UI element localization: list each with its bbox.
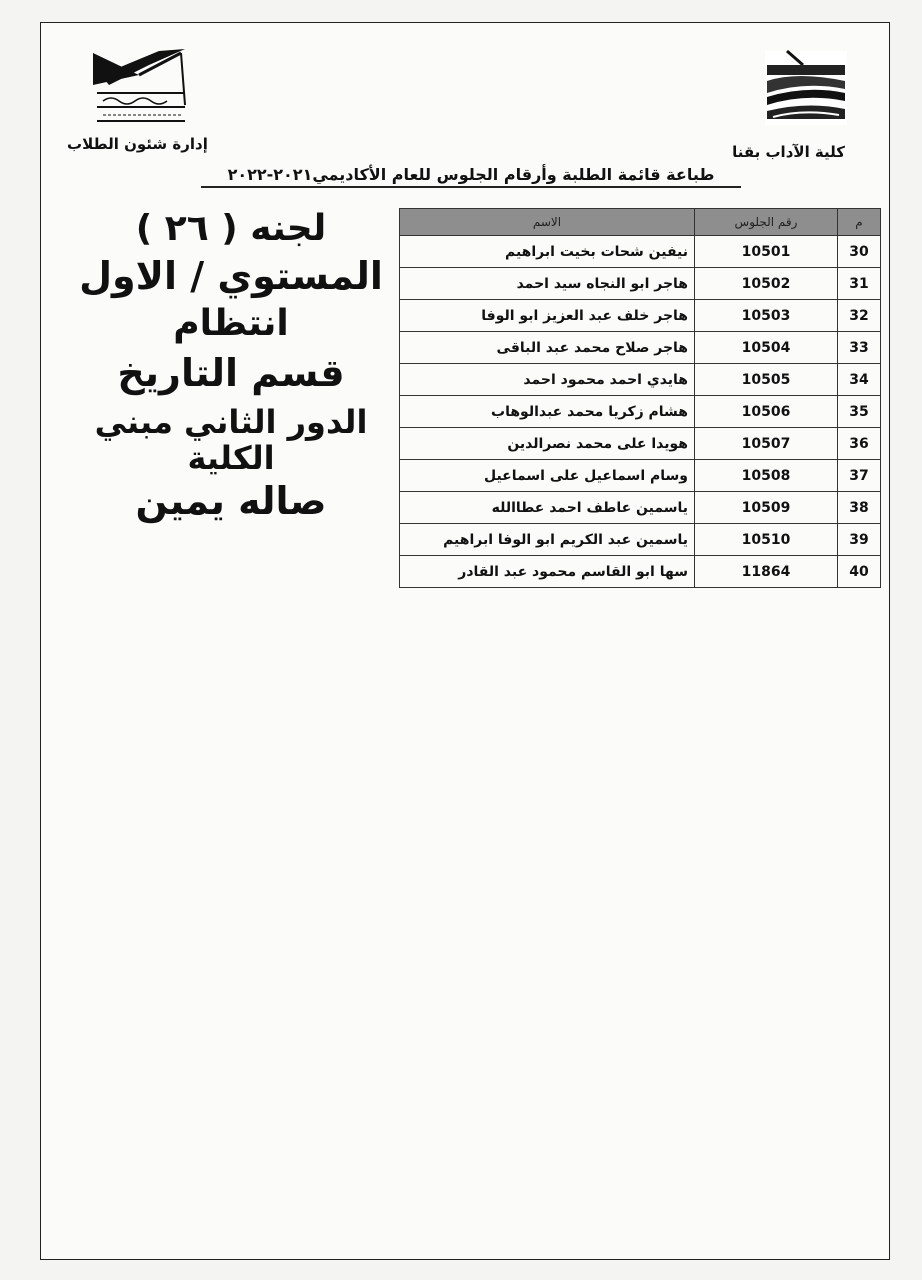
row-seat: 10505 [695,364,838,396]
faculty-logo-icon [763,47,849,129]
hall-label: صاله يمين [135,479,327,524]
row-num: 37 [838,460,881,492]
row-num: 35 [838,396,881,428]
table-row [400,556,881,588]
row-num: 32 [838,300,881,332]
row-seat: 11864 [695,556,838,588]
row-seat: 10507 [695,428,838,460]
table-row [400,332,881,364]
table-row [400,396,881,428]
row-num: 33 [838,332,881,364]
table-row [400,428,881,460]
row-name: وسام اسماعيل على اسماعيل [400,460,695,492]
university-logo-icon [89,45,189,131]
row-name: هاجر صلاح محمد عبد الباقى [400,332,695,364]
row-num: 36 [838,428,881,460]
header-seat: رقم الجلوس [695,209,838,236]
row-num: 39 [838,524,881,556]
table-row [400,236,881,268]
row-seat: 10503 [695,300,838,332]
row-num: 30 [838,236,881,268]
table-row [400,300,881,332]
level-label: المستوي / الاول [79,254,383,299]
row-seat: 10502 [695,268,838,300]
header-name: الاسم [400,209,695,236]
row-seat: 10510 [695,524,838,556]
committee-number: لجنه ( ٢٦ ) [135,208,327,249]
row-name: هويدا على محمد نصرالدين [400,428,695,460]
document-title: طباعة قائمة الطلبة وأرقام الجلوس للعام الأكاديمي٢٠٢١-٢٠٢٢ [201,165,741,188]
row-name: نيفين شحات بخيت ابراهيم [400,236,695,268]
row-name: هشام زكريا محمد عبدالوهاب [400,396,695,428]
row-seat: 10501 [695,236,838,268]
table-row [400,268,881,300]
row-num: 31 [838,268,881,300]
row-name: هايدي احمد محمود احمد [400,364,695,396]
row-seat: 10506 [695,396,838,428]
row-name: ياسمين عبد الكريم ابو الوفا ابراهيم [400,524,695,556]
table-row [400,524,881,556]
row-num: 38 [838,492,881,524]
department-label: قسم التاريخ [117,351,345,396]
row-seat: 10509 [695,492,838,524]
row-name: هاجر ابو النجاه سيد احمد [400,268,695,300]
row-name: ياسمين عاطف احمد عطاالله [400,492,695,524]
table-row [400,364,881,396]
document-page [40,22,890,1260]
row-num: 40 [838,556,881,588]
study-type-label: انتظام [173,302,289,344]
row-seat: 10508 [695,460,838,492]
students-table [399,208,881,588]
faculty-name: كلية الآداب بقنا [732,143,845,161]
header-num: م [838,209,881,236]
table-row [400,492,881,524]
table-header-row [400,209,881,236]
floor-label: الدور الثاني مبني الكلية [94,402,368,477]
committee-info [61,209,401,523]
row-num: 34 [838,364,881,396]
row-seat: 10504 [695,332,838,364]
table-row [400,460,881,492]
row-name: سها ابو القاسم محمود عبد القادر [400,556,695,588]
department-name: إدارة شئون الطلاب [67,135,208,153]
row-name: هاجر خلف عبد العزيز ابو الوفا [400,300,695,332]
